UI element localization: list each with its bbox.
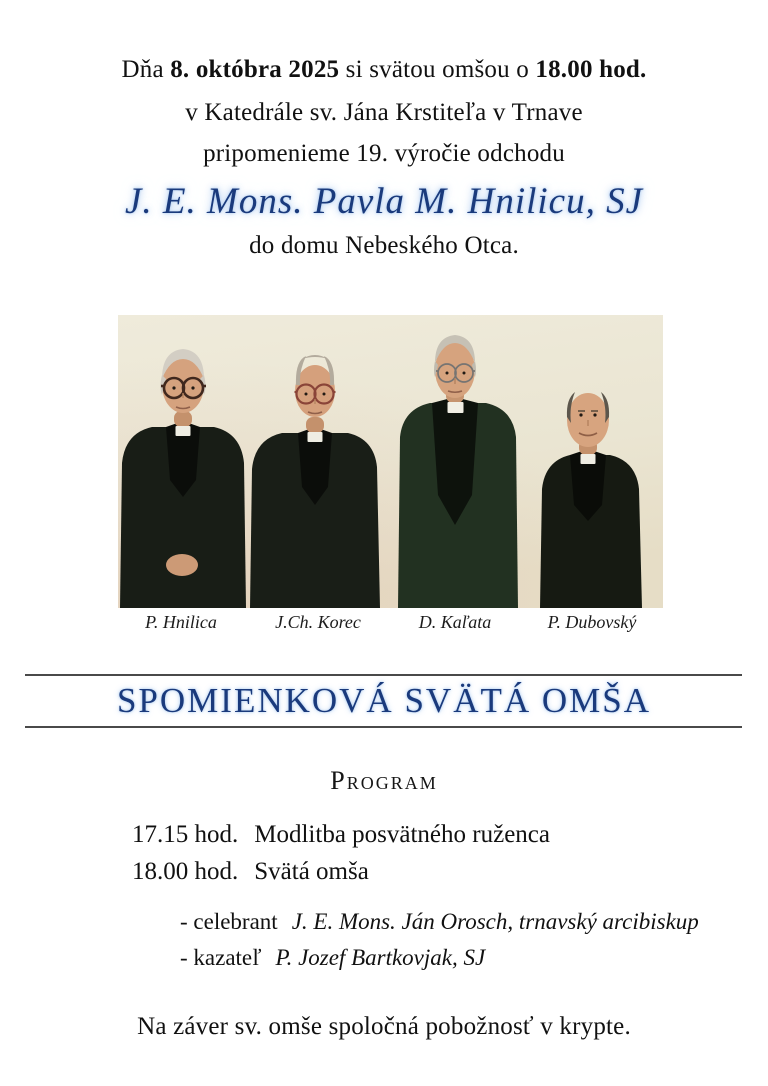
caption-hnilica: P. Hnilica xyxy=(145,612,217,632)
caption-dubovsky: P. Dubovský xyxy=(547,612,637,632)
intro-line-1 xyxy=(0,56,768,84)
intro-line-5: do domu Nebeského Otca. xyxy=(249,232,519,259)
role-value: P. Jozef Bartkovjak, SJ xyxy=(275,945,486,970)
intro-line-3-anniversary: pripomenieme 19. výročie odchodu xyxy=(203,140,565,167)
program-item-mass xyxy=(132,858,369,886)
role-label: - celebrant xyxy=(180,909,278,934)
divider-rule-top xyxy=(25,674,742,676)
program-item-label: Svätá omša xyxy=(254,858,369,885)
priests-photo-illustration xyxy=(118,315,663,608)
intro-line1-prefix: Dňa xyxy=(121,56,171,83)
intro-line1-middle: si svätou omšou o xyxy=(339,56,536,83)
program-item-time: 18.00 hod. xyxy=(132,858,239,885)
priests-photo xyxy=(118,315,663,608)
program-item-label: Modlitba posvätného ruženca xyxy=(254,821,550,848)
event-time: 18.00 hod. xyxy=(535,56,647,83)
caption-kalata: D. Kaľata xyxy=(418,612,492,632)
honoree-name: J. E. Mons. Pavla M. Hnilicu, SJ xyxy=(124,181,644,222)
caption-korec: J.Ch. Korec xyxy=(275,612,361,632)
program-item-rosary xyxy=(132,821,550,849)
program-heading: Program xyxy=(330,766,438,795)
program-item-time: 17.15 hod. xyxy=(132,821,239,848)
event-date: 8. októbra 2025 xyxy=(170,56,340,83)
role-preacher xyxy=(180,945,485,971)
role-label: - kazateľ xyxy=(180,945,262,970)
role-celebrant xyxy=(180,909,699,935)
role-value: J. E. Mons. Ján Orosch, trnavský arcibiskup xyxy=(291,909,699,934)
banner-title: SPOMIENKOVÁ SVÄTÁ OMŠA xyxy=(116,681,652,720)
intro-line-2-location: v Katedrále sv. Jána Krstiteľa v Trnave xyxy=(185,99,583,126)
divider-rule-bottom xyxy=(25,726,742,728)
closing-line: Na záver sv. omše spoločná pobožnosť v krypte. xyxy=(137,1013,631,1040)
